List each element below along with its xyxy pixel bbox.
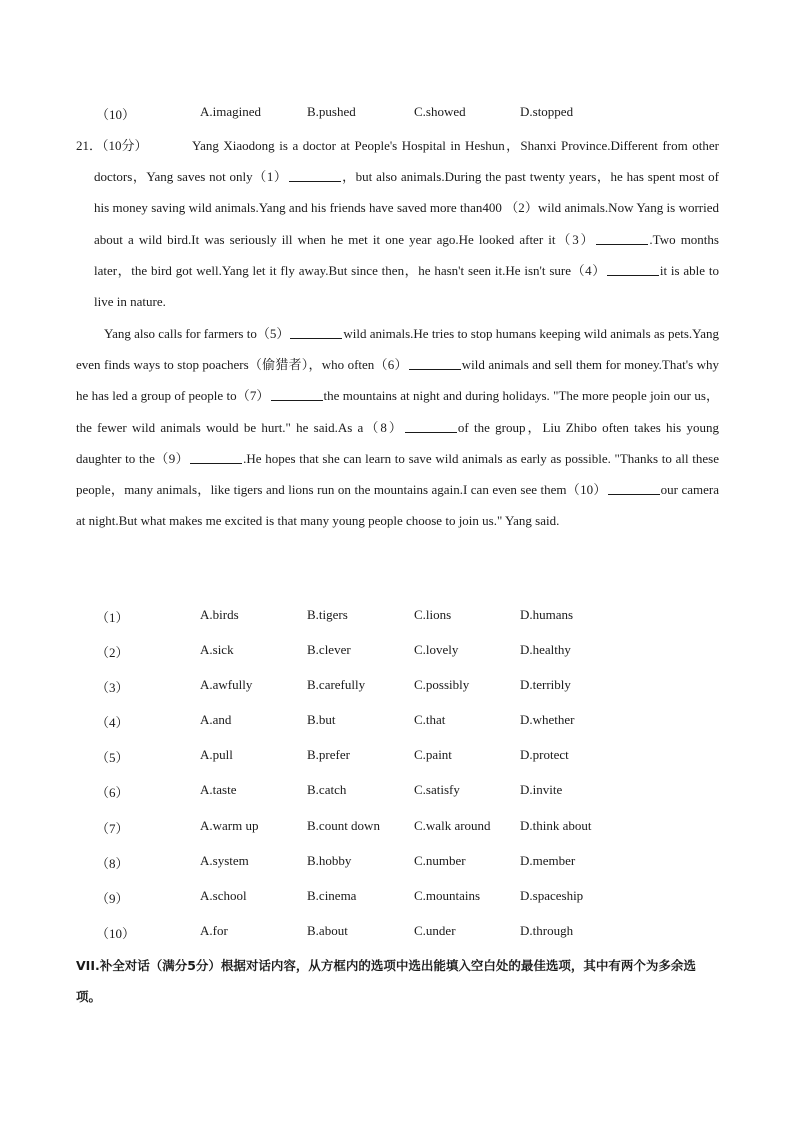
- blank-10: [608, 482, 660, 495]
- option-b: B.count down: [307, 818, 380, 833]
- passage-text: ，but also animals.During the past twenty years，he has spent most of his money saving wild animals.Yang and his friends have saved more than400 （2）: [94, 169, 719, 216]
- option-d: D.spaceship: [520, 888, 584, 903]
- option-row: [0, 923, 794, 943]
- option-b: B.hobby: [307, 853, 352, 868]
- option-a: A.awfully: [200, 677, 253, 692]
- option-d: D.terribly: [520, 677, 571, 692]
- option-b: B.but: [307, 712, 336, 727]
- blank-6: [409, 357, 461, 370]
- option-a: A.warm up: [200, 818, 259, 833]
- option-d: D.invite: [520, 782, 563, 797]
- option-row: [0, 782, 794, 802]
- option-b: B.catch: [307, 782, 347, 797]
- blank-8: [405, 420, 457, 433]
- option-d: D.member: [520, 853, 576, 868]
- passage-text: .Two months later，the bird got well.Yang let it fly away.But since then，he hasn't seen it.He isn't sure（4）: [94, 231, 719, 278]
- option-c: C.showed: [414, 104, 466, 119]
- option-row: [0, 642, 794, 662]
- passage-text: Yang also calls for farmers to（5）: [104, 326, 290, 341]
- passage-text: Yang Xiaodong is a doctor at People's Hospital in Heshun，Shanxi Province.Different from other doctors，Yang saves not only（1）: [94, 138, 719, 185]
- option-c: C.possibly: [414, 677, 470, 692]
- option-d: D.humans: [520, 607, 574, 622]
- option-row: [0, 888, 794, 908]
- option-c: C.paint: [414, 747, 452, 762]
- option-d: D.whether: [520, 712, 575, 727]
- option-c: C.walk around: [414, 818, 491, 833]
- option-row: [0, 677, 794, 697]
- option-row: [0, 747, 794, 767]
- option-b: B.pushed: [307, 104, 356, 119]
- option-c: C.lions: [414, 607, 452, 622]
- section-heading: VII.补全对话（满分5分）根据对话内容，从方框内的选项中选出能填入空白处的最佳选项，其中有两个为多余选项。: [76, 958, 696, 1004]
- option-c: C.mountains: [414, 888, 481, 903]
- question-number: 21．（10分）: [76, 138, 148, 153]
- option-row: [0, 818, 794, 838]
- option-a: A.pull: [200, 747, 233, 762]
- option-number: （8）: [96, 856, 129, 871]
- option-c: C.satisfy: [414, 782, 460, 797]
- passage-text: of the group，Liu Zhibo often takes his young daughter to the（9）: [76, 419, 719, 466]
- option-number: （10）: [96, 107, 136, 122]
- blank-3: [596, 232, 648, 245]
- option-b: B.clever: [307, 642, 351, 657]
- option-b: B.carefully: [307, 677, 366, 692]
- blank-9: [190, 451, 242, 464]
- passage-paragraph-2: [76, 318, 719, 536]
- option-d: D.stopped: [520, 104, 574, 119]
- option-number: （4）: [96, 715, 129, 730]
- option-a: A.and: [200, 712, 232, 727]
- option-a: A.sick: [200, 642, 234, 657]
- passage-text: the mountains at night and during holidays. "The more people join our us，the fewer wild animals would be hurt." he said.As a（8）: [76, 388, 719, 435]
- option-row-previous-10: [0, 104, 794, 124]
- blank-7: [271, 388, 323, 401]
- option-d: D.protect: [520, 747, 569, 762]
- option-c: C.that: [414, 712, 446, 727]
- passage-paragraph-1: [76, 130, 719, 317]
- option-number: （3）: [96, 680, 129, 695]
- option-a: A.taste: [200, 782, 237, 797]
- option-a: A.imagined: [200, 104, 262, 119]
- option-row: [0, 607, 794, 627]
- passage-text: wild animals.Now Yang is worried about a wild bird.It was seriously ill when he met it one year ago.He looked after it（3）: [94, 200, 720, 247]
- blank-1: [289, 169, 341, 182]
- option-c: C.lovely: [414, 642, 459, 657]
- passage-text: wild animals and sell them for money.That's why he has led a group of people to（7）: [76, 357, 720, 404]
- option-c: C.number: [414, 853, 466, 868]
- option-number: （6）: [96, 785, 129, 800]
- option-a: A.school: [200, 888, 247, 903]
- option-number: （2）: [96, 645, 129, 660]
- option-b: B.prefer: [307, 747, 350, 762]
- blank-5: [290, 326, 342, 339]
- passage-text: our camera at night.But what makes me excited is that many young people choose to join us." Yang said.: [76, 482, 719, 529]
- option-b: B.cinema: [307, 888, 357, 903]
- option-c: C.under: [414, 923, 456, 938]
- option-d: D.healthy: [520, 642, 571, 657]
- option-row: [0, 853, 794, 873]
- option-d: D.think about: [520, 818, 592, 833]
- option-number: （7）: [96, 821, 129, 836]
- passage-text: it is able to live in nature.: [94, 262, 719, 310]
- passage-text: wild animals.He tries to stop humans keeping wild animals as pets.Yang even finds ways to stop poachers（偷猎者），who often（6）: [76, 326, 720, 373]
- option-a: A.for: [200, 923, 228, 938]
- option-number: （1）: [96, 610, 129, 625]
- passage-text: .He hopes that she can learn to save wild animals as early as possible. "Thanks to all these people，many animals，like tigers and lions run on the mountains again.I can even see them（10）: [76, 450, 719, 498]
- option-row: [0, 712, 794, 732]
- option-b: B.tigers: [307, 607, 348, 622]
- option-d: D.through: [520, 923, 574, 938]
- option-a: A.system: [200, 853, 249, 868]
- option-number: （5）: [96, 750, 129, 765]
- option-a: A.birds: [200, 607, 239, 622]
- option-number: （9）: [96, 891, 129, 906]
- blank-4: [607, 263, 659, 276]
- option-b: B.about: [307, 923, 348, 938]
- option-number: （10）: [96, 926, 136, 941]
